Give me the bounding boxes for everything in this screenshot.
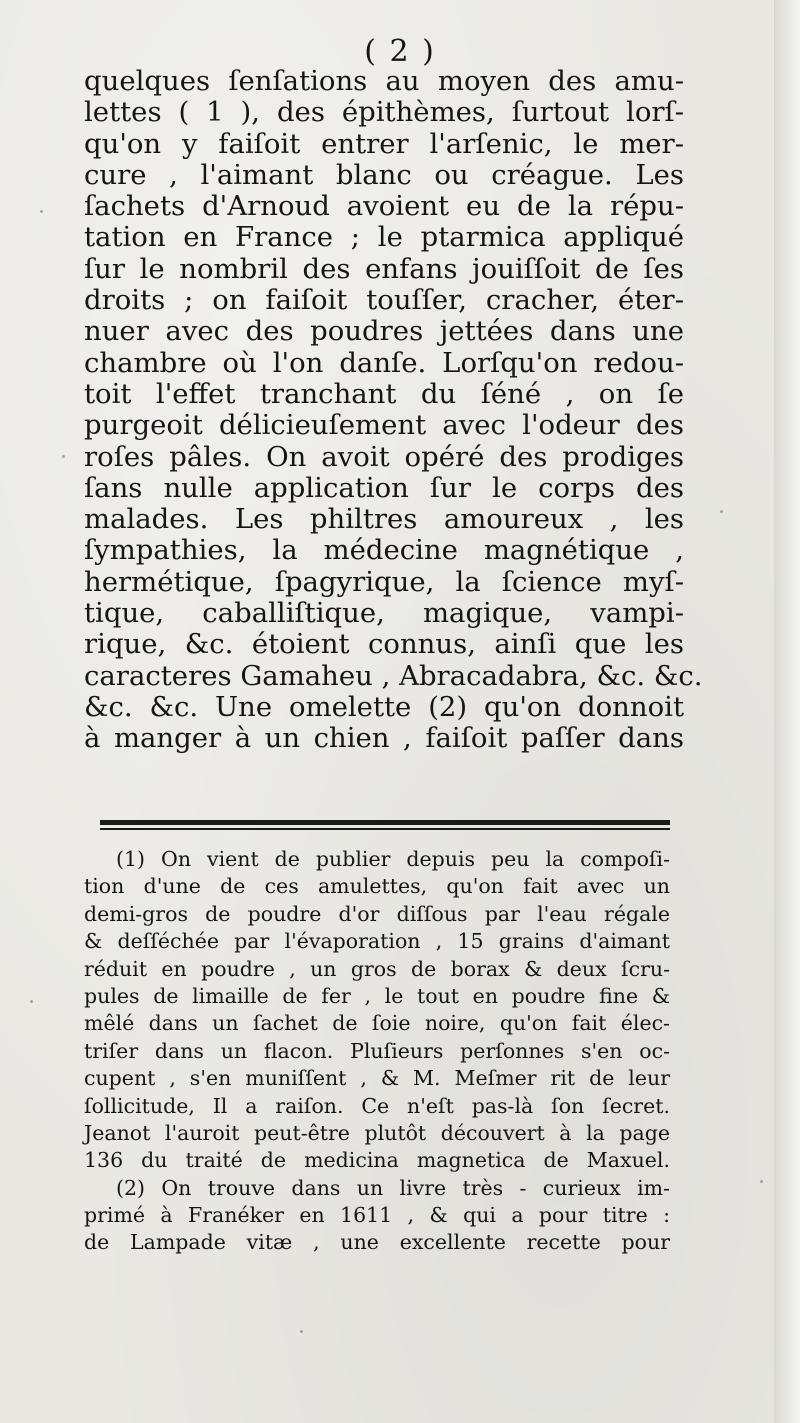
- footnote-line: pules de limaille de fer , le tout en poudre fine &: [84, 983, 670, 1008]
- footnote-line: mêlé dans un ſachet de ſoie noire, qu'on fait élec-: [84, 1011, 670, 1036]
- text-line: qu'on y faiſoit entrer l'arſenic, le mer-: [84, 127, 684, 160]
- footnote-line: 136 du traité de medicina magnetica de Maxuel.: [84, 1148, 670, 1173]
- text-line: roſes pâles. On avoit opéré des prodiges: [84, 440, 684, 473]
- paper-speck: [760, 1180, 763, 1183]
- footnote-line: Jeanot l'auroit peut-être plutôt découvert à la page: [84, 1120, 670, 1145]
- text-line: ſachets d'Arnoud avoient eu de la répu-: [84, 190, 684, 223]
- footnote-line: (1) On vient de publier depuis peu la compoſi-: [116, 847, 670, 871]
- text-line: droits ; on faiſoit touſſer, cracher, éter-: [84, 284, 684, 317]
- footnote-line: triſer dans un flacon. Pluſieurs perſonnes s'en oc-: [84, 1038, 670, 1063]
- footnote-line: réduit en poudre , un gros de borax & deux ſcru-: [84, 956, 670, 981]
- text-line: malades. Les philtres amoureux , les: [84, 503, 684, 536]
- text-line: tation en France ; le ptarmica appliqué: [84, 221, 684, 254]
- paper-speck: [62, 455, 65, 458]
- footnote-line: (2) On trouve dans un livre très - curieux im-: [116, 1175, 670, 1200]
- text-line: toit l'effet tranchant du ſéné , on ſe: [84, 377, 684, 410]
- text-line: rique, &c. étoient connus, ainſi que les: [84, 628, 684, 661]
- footnote-line: cupent , s'en muniſſent , & M. Meſmer rit de leur: [84, 1066, 670, 1091]
- footnote-line: primé à Franéker en 1611 , & qui a pour titre :: [84, 1203, 670, 1228]
- footnote-line: ſollicitude, Il a raiſon. Ce n'eſt pas-là ſon ſecret.: [84, 1093, 670, 1118]
- page-edge-shadow: [774, 0, 800, 1423]
- footnote-line: & deſſéchée par l'évaporation , 15 grains d'aimant: [84, 929, 670, 954]
- footnote-line: demi-gros de poudre d'or diſſous par l'eau régale: [84, 901, 670, 926]
- text-line: à manger à un chien , faiſoit paſſer dans: [84, 722, 684, 755]
- footnote-separator: [100, 820, 670, 825]
- footnote-line: tion d'une de ces amulettes, qu'on fait avec un: [84, 874, 670, 899]
- page-number: ( 2 ): [364, 34, 436, 69]
- paper-speck: [40, 210, 43, 213]
- text-line: &c. &c. Une omelette (2) qu'on donnoit: [84, 690, 684, 723]
- text-line: caracteres Gamaheu , Abracadabra, &c. &c.: [84, 659, 703, 692]
- text-line: cure , l'aimant blanc ou créague. Les: [84, 158, 684, 191]
- text-line: hermétique, ſpagyrique, la ſcience myſ-: [84, 565, 684, 598]
- text-line: tique, caballiſtique, magique, vampi-: [84, 597, 684, 630]
- text-line: ſans nulle application ſur le corps des: [84, 471, 684, 504]
- text-line: lettes ( 1 ), des épithèmes, ſurtout lorſ-: [84, 96, 684, 129]
- text-line: nuer avec des poudres jettées dans une: [84, 315, 684, 348]
- footnote-line: de Lampade vitæ , une excellente recette pour: [84, 1230, 670, 1255]
- text-line: ſur le nombril des enfans jouiſſoit de ſes: [84, 252, 684, 285]
- paper-speck: [30, 1000, 33, 1003]
- paper-speck: [300, 1330, 303, 1333]
- main-text: [84, 65, 703, 755]
- paper-speck: [720, 510, 723, 513]
- text-line: purgeoit délicieuſement avec l'odeur des: [84, 409, 684, 442]
- footnote-separator-thin: [100, 828, 670, 830]
- footnotes: [84, 846, 670, 1257]
- text-line: quelques ſenſations au moyen des amu-: [84, 65, 684, 97]
- text-line: ſympathies, la médecine magnétique ,: [84, 534, 684, 567]
- text-line: chambre où l'on danſe. Lorſqu'on redou-: [84, 346, 684, 379]
